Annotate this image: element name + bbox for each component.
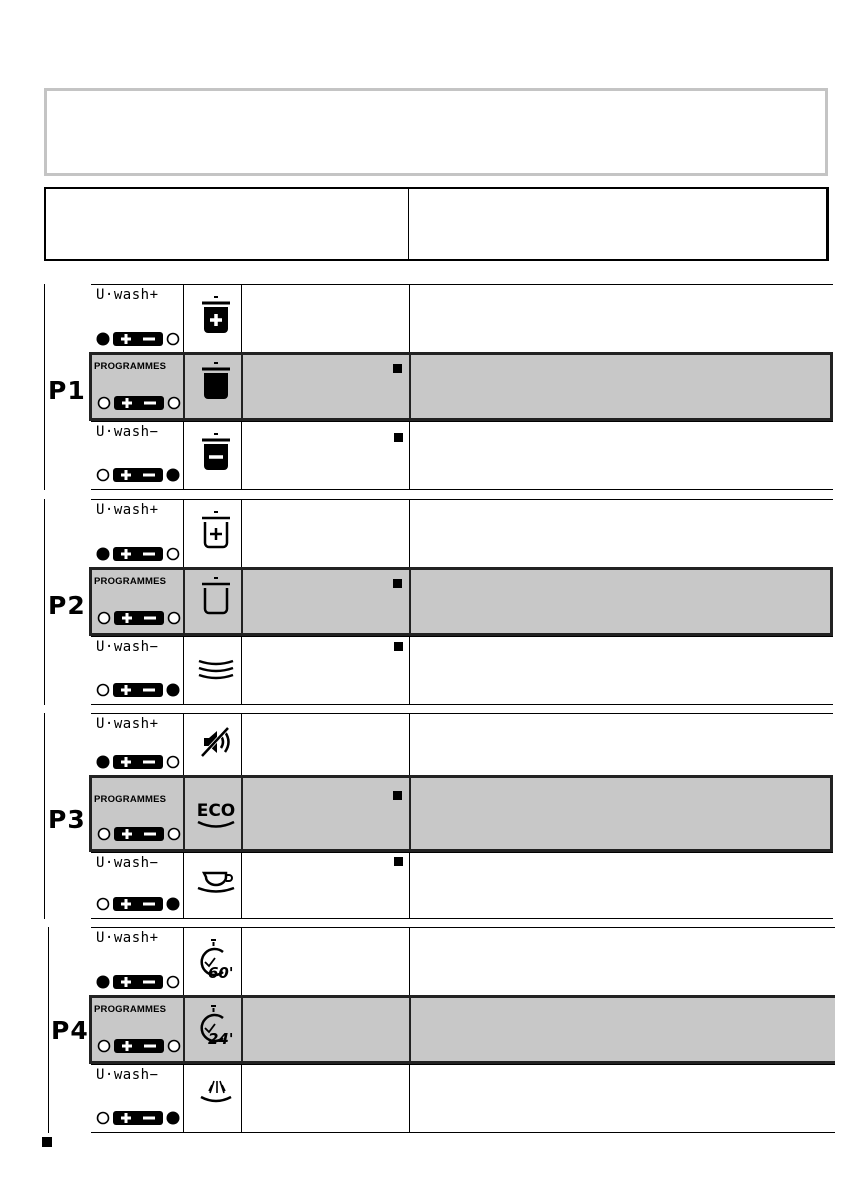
led-indicator xyxy=(95,466,181,484)
button-label: U·wash− xyxy=(96,639,159,655)
timer-24-icon xyxy=(193,1004,243,1048)
group-label: P3 xyxy=(48,805,86,834)
led-indicator xyxy=(95,330,181,348)
silent-icon xyxy=(194,720,238,764)
title-box xyxy=(44,88,828,176)
pot-plus-filled-icon xyxy=(194,294,238,338)
table-row xyxy=(91,636,833,705)
marker-square xyxy=(393,579,402,588)
led-indicator xyxy=(96,394,182,412)
led-indicator xyxy=(95,1109,181,1127)
pot-filled-icon xyxy=(194,360,238,404)
led-indicator xyxy=(95,681,181,699)
group-p4 xyxy=(48,927,834,1133)
led-indicator xyxy=(95,895,181,913)
pot-minus-filled-icon xyxy=(194,431,238,475)
table-row xyxy=(91,284,833,354)
button-label: PROGRAMMES xyxy=(94,1004,167,1015)
table-row xyxy=(91,713,833,777)
button-label: U·wash+ xyxy=(96,716,159,732)
led-indicator xyxy=(95,545,181,563)
table-row xyxy=(89,775,833,852)
button-label: U·wash− xyxy=(96,424,159,440)
pot-plus-outline-icon xyxy=(194,509,238,553)
led-indicator xyxy=(95,973,181,991)
button-label: U·wash− xyxy=(96,1067,159,1083)
table-header xyxy=(44,187,829,261)
button-label: PROGRAMMES xyxy=(94,576,167,587)
rinse-icon xyxy=(194,1069,238,1113)
table-row xyxy=(91,852,833,919)
led-indicator xyxy=(96,609,182,627)
group-label: P4 xyxy=(51,1016,89,1045)
header-divider xyxy=(408,189,409,259)
table-row xyxy=(89,995,835,1064)
marker-square xyxy=(394,642,403,651)
button-label: PROGRAMMES xyxy=(94,794,167,805)
button-label: U·wash+ xyxy=(96,287,159,303)
led-indicator xyxy=(96,825,182,843)
group-p3 xyxy=(44,713,832,919)
table-row xyxy=(91,499,833,569)
timer-text: 60' xyxy=(208,964,234,982)
marker-square xyxy=(393,791,402,800)
marker-square xyxy=(394,857,403,866)
button-label: U·wash+ xyxy=(96,930,159,946)
table-row xyxy=(89,352,833,421)
group-label: P2 xyxy=(48,591,86,620)
table-row xyxy=(91,927,835,997)
table-row xyxy=(91,1064,835,1133)
button-label: PROGRAMMES xyxy=(94,361,167,372)
group-label: P1 xyxy=(48,376,86,405)
pot-outline-icon xyxy=(194,575,238,619)
timer-text: 24' xyxy=(208,1030,234,1048)
table-row xyxy=(91,421,833,490)
cup-icon xyxy=(194,857,238,901)
led-indicator xyxy=(96,1037,182,1055)
table-row xyxy=(89,567,833,636)
group-p2 xyxy=(44,499,832,705)
group-p1 xyxy=(44,284,832,490)
button-label: U·wash− xyxy=(96,855,159,871)
marker-square xyxy=(393,364,402,373)
waves-icon xyxy=(194,646,238,690)
eco-icon xyxy=(192,792,240,836)
eco-text: ECO xyxy=(196,801,236,821)
timer-60-icon xyxy=(193,938,243,982)
led-indicator xyxy=(95,753,181,771)
button-label: U·wash+ xyxy=(96,502,159,518)
legend-marker xyxy=(42,1137,52,1147)
marker-square xyxy=(394,433,403,442)
